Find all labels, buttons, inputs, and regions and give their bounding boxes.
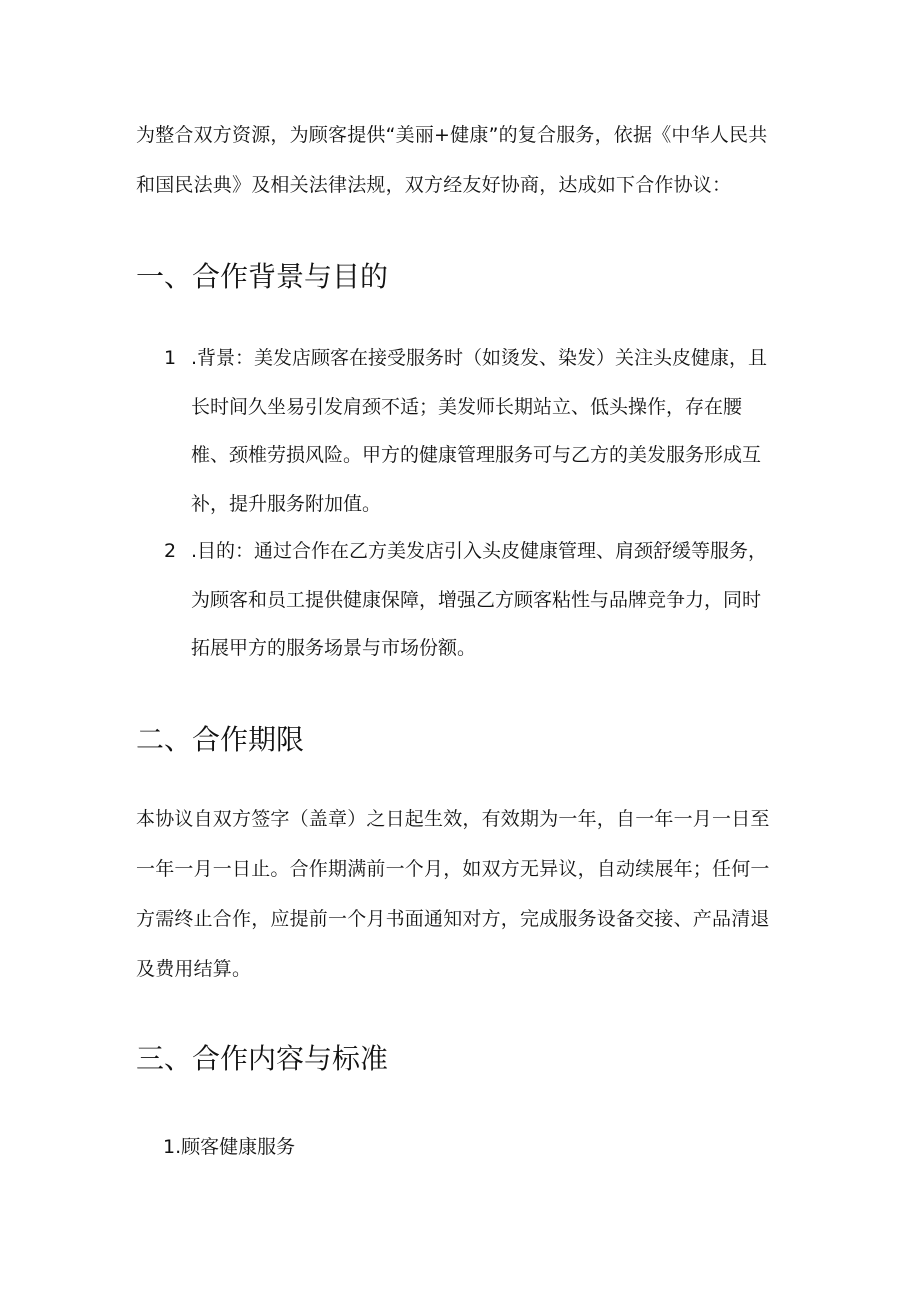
section2-heading: 二、合作期限	[136, 723, 305, 756]
list-item	[136, 527, 776, 673]
list-item-text: .背景：美发店顾客在接受服务时（如烫发、染发）关注头皮健康，且长时间久坐易引发肩颈不适；美发师长期站立、低头操作，存在腰椎、颈椎劳损风险。甲方的健康管理服务可与乙方的美发服务形成互补，提升服务附加值。	[191, 347, 768, 515]
subsection-title: 1.顾客健康服务	[163, 1136, 296, 1158]
list-item-text: .目的：通过合作在乙方美发店引入头皮健康管理、肩颈舒缓等服务，为顾客和员工提供健康保障，增强乙方顾客粘性与品牌竞争力，同时拓展甲方的服务场景与市场份额。	[191, 540, 768, 659]
list-item-number: 1	[164, 347, 177, 369]
section1-heading: 一、合作背景与目的	[136, 260, 389, 293]
intro-paragraph: 为整合双方资源，为顾客提供“美丽+健康”的复合服务，依据《中华人民共和国民法典》及相关法律法规，双方经友好协商，达成如下合作协议：	[136, 124, 768, 196]
section2-paragraph: 本协议自双方签字（盖章）之日起生效，有效期为一年，自一年一月一日至一年一月一日止。合作期满前一个月，如双方无异议，自动续展年；任何一方需终止合作，应提前一个月书面通知对方，完成服务设备交接、产品清退及费用结算。	[136, 808, 770, 980]
list-item-number: 2	[164, 540, 177, 562]
list-item	[136, 334, 776, 528]
section3-heading: 三、合作内容与标准	[136, 1042, 389, 1075]
